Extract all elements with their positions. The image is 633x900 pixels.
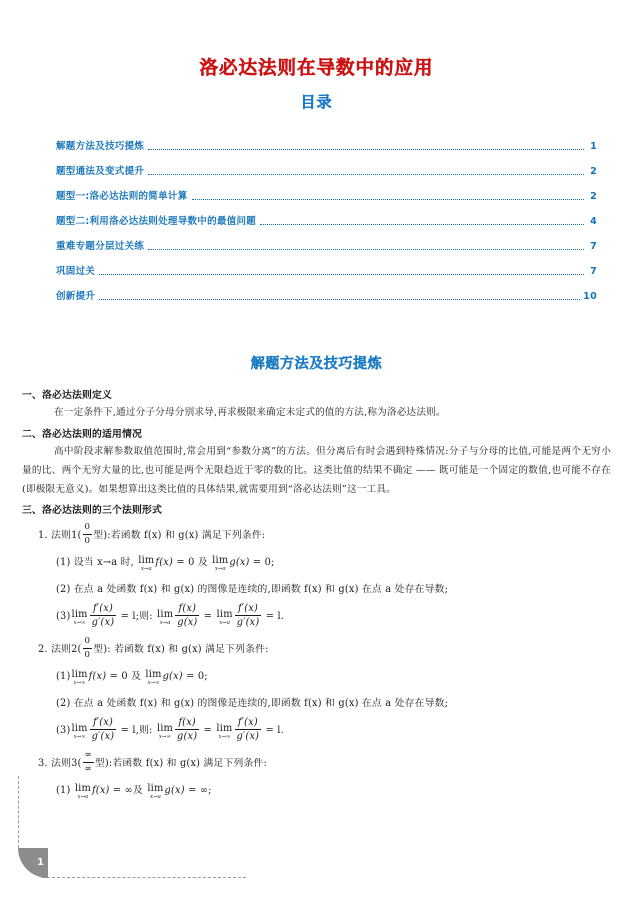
rule-1-item-3: (3) lim x→∞ $\frac{f'(x)}{g'(x)}$ = l;则: lim x→a $\frac{f(x)}{g(x)}$ = lim x→a $\frac{f'(x)}{g'(x)}$ = l.: [56, 603, 285, 628]
toc-entry-label: 题型二:利用洛必达法则处理导数中的最值问题: [56, 216, 257, 227]
toc-entry[interactable]: [0, 178, 597, 203]
rule-1-item-2: (2) 在点 a 处函数 f(x) 和 g(x) 的图像是连续的,即函数 f(x) 和 g(x) 在点 a 处存在导数;: [56, 584, 449, 595]
toc-heading: 目录: [300, 93, 333, 111]
item-marker: (2): [56, 584, 71, 595]
toc-entry[interactable]: [0, 228, 597, 253]
derivative-fraction: $\frac{f'(x)}{g'(x)}$: [236, 717, 260, 742]
limit-operator: lim x→a: [74, 782, 91, 800]
derivative-fraction: $\frac{f'(x)}{g'(x)}$: [236, 603, 260, 628]
limit-operator: lim x→∞: [71, 722, 88, 740]
limit-operator: lim x→a: [138, 554, 155, 572]
document-body: [0, 373, 633, 804]
item-marker: (2): [56, 698, 71, 709]
derivative-fraction: $\frac{f'(x)}{g'(x)}$: [91, 603, 115, 628]
rule-3-block: [22, 750, 611, 804]
page-number-label: 1: [37, 856, 44, 868]
rule-1-name: 法则1: [51, 530, 78, 541]
rule-2-title: 2. 法则2( $\frac{0}{0}$ 型): 若函数 f(x) 和 g(x) 满足下列条件:: [38, 636, 269, 660]
subsection-heading-2: 二、洛必达法则的适用情况: [22, 429, 142, 440]
toc-entry[interactable]: [0, 278, 597, 303]
rule-2-name: 法则2: [51, 644, 78, 655]
toc-entry[interactable]: [0, 253, 597, 278]
item-marker: (3): [56, 725, 71, 736]
toc-leader-dots: [192, 198, 585, 200]
rule-2-number: 2.: [38, 644, 48, 655]
toc-entry-page: 7: [590, 241, 597, 252]
subsection-paragraph-1: 在一定条件下,通过分子分母分别求导,再求极限来确定未定式的值的方法,称为洛必达法则。: [54, 407, 446, 418]
item-marker: (1): [56, 557, 71, 568]
limit-operator: lim x→a: [157, 608, 174, 626]
rule-3-premise: 若函数 f(x) 和 g(x) 满足下列条件:: [112, 758, 267, 769]
subsection-heading-1: 一、洛必达法则定义: [22, 390, 112, 401]
toc-entry-page: 7: [590, 266, 597, 277]
toc-leader-dots: [99, 273, 584, 275]
rule-1-premise: :若函数 f(x) 和 g(x) 满足下列条件:: [107, 530, 266, 541]
rule-2-item-3: (3) lim x→∞ $\frac{f'(x)}{g'(x)}$ = l,则: lim x→∞ $\frac{f(x)}{g(x)}$ = lim x→∞ $\frac{f'(x)}{g'(x)}$ = l.: [56, 717, 284, 742]
rule-1-title: 1. 法则1( $\frac{0}{0}$ 型):若函数 f(x) 和 g(x) 满足下列条件:: [38, 522, 266, 546]
limit-operator: lim x→∞: [145, 668, 162, 686]
toc-entry[interactable]: [0, 203, 597, 228]
rule-3-title: 3. 法则3( $\frac{\infty}{\infty}$ 型):若函数 f(x) 和 g(x) 满足下列条件:: [38, 750, 267, 774]
function-fraction: $\frac{f(x)}{g(x)}$: [177, 717, 198, 742]
page-frame-left-dashed-line: [18, 776, 19, 848]
toc-entry[interactable]: [0, 153, 597, 178]
toc-entry-page: 2: [590, 191, 597, 202]
subsection-heading-3: 三、洛必达法则的三个法则形式: [22, 505, 162, 516]
rule-1-type-fraction: $\frac{0}{0}$: [84, 522, 91, 546]
toc-entry[interactable]: [0, 128, 597, 153]
subsection-paragraph-2: 高中阶段求解参数取值范围时,常会用到“参数分离”的方法。但分离后有时会遇到特殊情况:分子与分母的比值,可能是两个无穷小量的比、两个无穷大量的比,也可能是两个无限趋近于零的数的比。这类比值的结果不确定 —— 既可能是一个固定的数值,也可能不存在(即极限无意义)。如果想算出这类比值的具体结果,就需要用到“洛必达法则”这一工具。: [22, 446, 611, 495]
item-marker: (3): [56, 611, 71, 622]
toc-entry-label: 题型一:洛必达法则的简单计算: [56, 191, 188, 202]
rule-3-name: 法则3: [51, 758, 78, 769]
toc-entry-page: 1: [590, 141, 597, 152]
limit-operator: lim x→∞: [156, 722, 174, 740]
document-title: 洛必达法则在导数中的应用: [199, 58, 434, 79]
toc-leader-dots: [148, 173, 584, 175]
rule-2-premise: 若函数 f(x) 和 g(x) 满足下列条件:: [110, 644, 269, 655]
function-fraction: $\frac{f(x)}{g(x)}$: [177, 603, 198, 628]
page-frame-bottom-dashed-line: [42, 877, 246, 878]
rule-1-block: [22, 522, 611, 630]
item-marker: (1): [56, 785, 71, 796]
rule-2-item-1: (1) lim x→∞ f(x) = 0 及 lim x→∞ g(x) = 0;: [56, 668, 208, 686]
toc-leader-dots: [148, 148, 584, 150]
toc-entry-label: 解题方法及技巧提炼: [56, 141, 145, 152]
rule-3-type-fraction: $\frac{\infty}{\infty}$: [84, 750, 92, 774]
table-of-contents: [0, 128, 633, 303]
limit-operator: lim x→∞: [71, 608, 88, 626]
toc-entry-label: 巩固过关: [56, 266, 96, 277]
toc-entry-page: 4: [590, 216, 597, 227]
toc-entry-label: 重难专题分层过关练: [56, 241, 145, 252]
rule-2-block: [22, 636, 611, 744]
limit-operator: lim x→∞: [71, 668, 88, 686]
limit-operator: lim x→∞: [216, 722, 233, 740]
toc-leader-dots: [148, 248, 584, 250]
toc-entry-label: 题型通法及变式提升: [56, 166, 145, 177]
rule-3-number: 3.: [38, 758, 48, 769]
rule-3-type-label: 型):: [94, 758, 113, 769]
toc-entry-label: 创新提升: [56, 291, 96, 302]
page-number-badge: [18, 848, 48, 878]
toc-entry-page: 2: [590, 166, 597, 177]
rule-2-type-label: 型):: [93, 644, 111, 655]
rule-3-item-1: (1) lim x→a f(x) = ∞及 lim x→a g(x) = ∞;: [56, 782, 212, 800]
toc-leader-dots: [260, 223, 584, 225]
limit-operator: lim x→a: [216, 608, 233, 626]
limit-operator: lim x→a: [212, 554, 229, 572]
limit-operator: lim x→a: [147, 782, 164, 800]
item-marker: (1): [56, 671, 71, 682]
toc-entry-page: 10: [583, 291, 597, 302]
derivative-fraction: $\frac{f'(x)}{g'(x)}$: [91, 717, 115, 742]
toc-leader-dots: [99, 298, 580, 300]
rule-1-type-label: 型): [93, 530, 108, 541]
rule-2-type-fraction: $\frac{0}{0}$: [84, 636, 91, 660]
rule-1-item-1: (1) 设当 x→a 时, lim x→a f(x) = 0 及 lim x→a g(x) = 0;: [56, 554, 275, 572]
section-heading: 解题方法及技巧提炼: [250, 356, 383, 372]
rule-1-number: 1.: [38, 530, 48, 541]
rule-2-item-2: (2) 在点 a 处函数 f(x) 和 g(x) 的图像是连续的,即函数 f(x) 和 g(x) 在点 a 处存在导数;: [56, 698, 449, 709]
